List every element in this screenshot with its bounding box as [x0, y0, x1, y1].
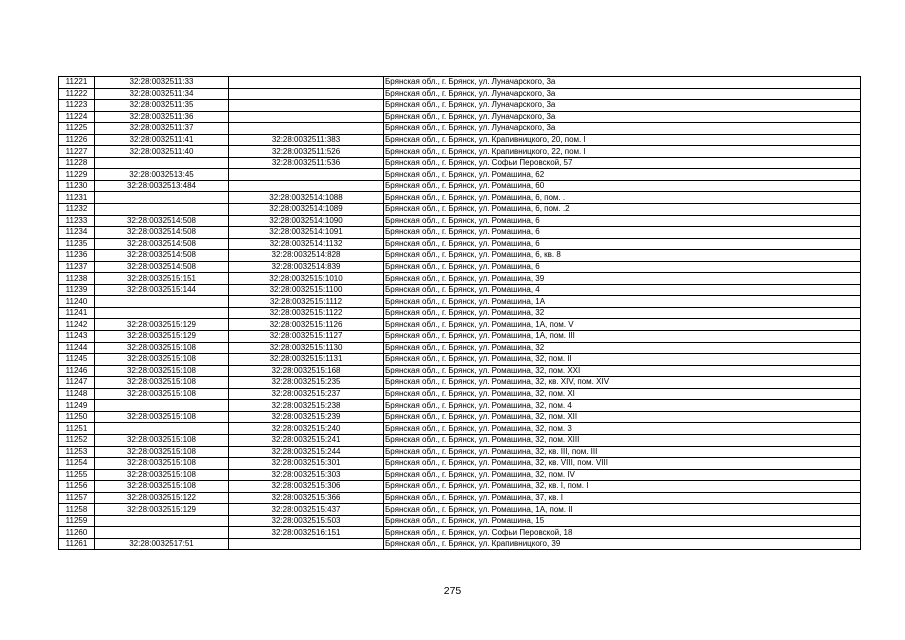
cadastral-number-object: 32:28:0032515:239 [229, 411, 384, 423]
address-cell: Брянская обл., г. Брянск, ул. Ромашина, 32, пом. XII [384, 411, 861, 423]
table-row [59, 469, 861, 481]
address-cell: Брянская обл., г. Брянск, ул. Ромашина, 32, пом. II [384, 354, 861, 366]
table-row [59, 111, 861, 123]
table-row [59, 180, 861, 192]
cadastral-number-parcel: 32:28:0032515:108 [95, 481, 229, 493]
cadastral-number-parcel [95, 157, 229, 169]
row-number: 11242 [59, 319, 95, 331]
cadastral-number-object: 32:28:0032515:1112 [229, 296, 384, 308]
cadastral-number-parcel [95, 296, 229, 308]
cadastral-number-object: 32:28:0032514:1090 [229, 215, 384, 227]
address-cell: Брянская обл., г. Брянск, ул. Ромашина, 62 [384, 169, 861, 181]
cadastral-number-parcel: 32:28:0032515:144 [95, 284, 229, 296]
row-number: 11230 [59, 180, 95, 192]
cadastral-number-parcel: 32:28:0032511:34 [95, 88, 229, 100]
cadastral-number-parcel [95, 423, 229, 435]
address-cell: Брянская обл., г. Брянск, ул. Крапивницкого, 20, пом. I [384, 134, 861, 146]
table-row [59, 388, 861, 400]
cadastral-number-object: 32:28:0032514:839 [229, 261, 384, 273]
row-number: 11258 [59, 504, 95, 516]
address-cell: Брянская обл., г. Брянск, ул. Ромашина, 6 [384, 238, 861, 250]
row-number: 11250 [59, 411, 95, 423]
cadastral-number-object: 32:28:0032515:1100 [229, 284, 384, 296]
table-row [59, 284, 861, 296]
address-cell: Брянская обл., г. Брянск, ул. Луначарского, 3а [384, 88, 861, 100]
address-cell: Брянская обл., г. Брянск, ул. Ромашина, 6, пом. .2 [384, 204, 861, 216]
table-row [59, 157, 861, 169]
cadastral-number-object: 32:28:0032514:1132 [229, 238, 384, 250]
row-number: 11255 [59, 469, 95, 481]
row-number: 11252 [59, 434, 95, 446]
address-cell: Брянская обл., г. Брянск, ул. Луначарского, 3а [384, 111, 861, 123]
address-cell: Брянская обл., г. Брянск, ул. Ромашина, 32, пом. 3 [384, 423, 861, 435]
row-number: 11245 [59, 354, 95, 366]
address-cell: Брянская обл., г. Брянск, ул. Ромашина, 15 [384, 515, 861, 527]
table-row [59, 515, 861, 527]
address-cell: Брянская обл., г. Брянск, ул. Софьи Перовской, 57 [384, 157, 861, 169]
cadastral-number-object [229, 100, 384, 112]
row-number: 11237 [59, 261, 95, 273]
cadastral-number-object: 32:28:0032515:240 [229, 423, 384, 435]
table-row [59, 215, 861, 227]
cadastral-number-object: 32:28:0032515:1130 [229, 342, 384, 354]
address-cell: Брянская обл., г. Брянск, ул. Ромашина, 1А, пом. II [384, 504, 861, 516]
cadastral-number-parcel: 32:28:0032513:45 [95, 169, 229, 181]
address-cell: Брянская обл., г. Брянск, ул. Ромашина, 32, пом. 4 [384, 400, 861, 412]
table-row [59, 146, 861, 158]
cadastral-number-parcel: 32:28:0032511:41 [95, 134, 229, 146]
row-number: 11260 [59, 527, 95, 539]
row-number: 11229 [59, 169, 95, 181]
row-number: 11257 [59, 492, 95, 504]
table-row [59, 492, 861, 504]
address-cell: Брянская обл., г. Брянск, ул. Ромашина, 32 [384, 307, 861, 319]
cadastral-number-object [229, 538, 384, 550]
address-cell: Брянская обл., г. Брянск, ул. Ромашина, 6 [384, 215, 861, 227]
address-cell: Брянская обл., г. Брянск, ул. Ромашина, 6, пом. . [384, 192, 861, 204]
cadastral-number-parcel: 32:28:0032515:108 [95, 377, 229, 389]
table-row [59, 273, 861, 285]
cadastral-number-object: 32:28:0032515:235 [229, 377, 384, 389]
row-number: 11226 [59, 134, 95, 146]
row-number: 11244 [59, 342, 95, 354]
cadastral-number-parcel: 32:28:0032514:508 [95, 261, 229, 273]
table-row [59, 342, 861, 354]
table-row [59, 134, 861, 146]
cadastral-number-object: 32:28:0032515:1127 [229, 331, 384, 343]
cadastral-number-parcel [95, 515, 229, 527]
row-number: 11222 [59, 88, 95, 100]
row-number: 11240 [59, 296, 95, 308]
row-number: 11233 [59, 215, 95, 227]
table-row [59, 192, 861, 204]
row-number: 11249 [59, 400, 95, 412]
cadastral-number-object: 32:28:0032515:1010 [229, 273, 384, 285]
registry-table [58, 76, 861, 550]
cadastral-number-parcel: 32:28:0032511:36 [95, 111, 229, 123]
table-row [59, 458, 861, 470]
row-number: 11232 [59, 204, 95, 216]
table-row [59, 238, 861, 250]
cadastral-number-object: 32:28:0032515:303 [229, 469, 384, 481]
cadastral-number-object [229, 180, 384, 192]
cadastral-number-object: 32:28:0032514:1089 [229, 204, 384, 216]
cadastral-number-parcel: 32:28:0032515:108 [95, 411, 229, 423]
row-number: 11259 [59, 515, 95, 527]
cadastral-number-parcel: 32:28:0032515:108 [95, 469, 229, 481]
registry-table-body [59, 77, 861, 550]
row-number: 11224 [59, 111, 95, 123]
row-number: 11248 [59, 388, 95, 400]
cadastral-number-parcel: 32:28:0032514:508 [95, 227, 229, 239]
cadastral-number-object: 32:28:0032515:366 [229, 492, 384, 504]
table-row [59, 354, 861, 366]
address-cell: Брянская обл., г. Брянск, ул. Ромашина, 32, пом. XIII [384, 434, 861, 446]
cadastral-number-parcel: 32:28:0032515:108 [95, 388, 229, 400]
cadastral-number-object [229, 169, 384, 181]
address-cell: Брянская обл., г. Брянск, ул. Ромашина, 32, пом. XI [384, 388, 861, 400]
cadastral-number-object: 32:28:0032515:306 [229, 481, 384, 493]
cadastral-number-object: 32:28:0032515:168 [229, 365, 384, 377]
table-row [59, 400, 861, 412]
row-number: 11246 [59, 365, 95, 377]
cadastral-number-parcel: 32:28:0032515:108 [95, 342, 229, 354]
cadastral-number-parcel: 32:28:0032511:35 [95, 100, 229, 112]
row-number: 11223 [59, 100, 95, 112]
table-row [59, 365, 861, 377]
address-cell: Брянская обл., г. Брянск, ул. Ромашина, 32, пом. IV [384, 469, 861, 481]
table-row [59, 527, 861, 539]
address-cell: Брянская обл., г. Брянск, ул. Ромашина, 4 [384, 284, 861, 296]
row-number: 11261 [59, 538, 95, 550]
cadastral-number-object: 32:28:0032515:301 [229, 458, 384, 470]
cadastral-number-object: 32:28:0032511:536 [229, 157, 384, 169]
row-number: 11234 [59, 227, 95, 239]
row-number: 11254 [59, 458, 95, 470]
address-cell: Брянская обл., г. Брянск, ул. Луначарского, 3а [384, 100, 861, 112]
row-number: 11221 [59, 77, 95, 89]
cadastral-number-object: 32:28:0032515:437 [229, 504, 384, 516]
address-cell: Брянская обл., г. Брянск, ул. Ромашина, 32, кв. VIII, пом. VIII [384, 458, 861, 470]
cadastral-number-parcel: 32:28:0032515:108 [95, 434, 229, 446]
cadastral-number-parcel: 32:28:0032515:151 [95, 273, 229, 285]
address-cell: Брянская обл., г. Брянск, ул. Ромашина, 1А, пом. III [384, 331, 861, 343]
cadastral-number-object: 32:28:0032515:244 [229, 446, 384, 458]
row-number: 11228 [59, 157, 95, 169]
address-cell: Брянская обл., г. Брянск, ул. Ромашина, 32 [384, 342, 861, 354]
address-cell: Брянская обл., г. Брянск, ул. Ромашина, 32, пом. XXI [384, 365, 861, 377]
table-row [59, 446, 861, 458]
table-row [59, 250, 861, 262]
address-cell: Брянская обл., г. Брянск, ул. Ромашина, 60 [384, 180, 861, 192]
cadastral-number-parcel: 32:28:0032515:108 [95, 446, 229, 458]
row-number: 11251 [59, 423, 95, 435]
row-number: 11241 [59, 307, 95, 319]
table-row [59, 319, 861, 331]
address-cell: Брянская обл., г. Брянск, ул. Ромашина, 1А [384, 296, 861, 308]
address-cell: Брянская обл., г. Брянск, ул. Ромашина, 6, кв. 8 [384, 250, 861, 262]
table-row [59, 434, 861, 446]
table-row [59, 377, 861, 389]
page-number: 275 [443, 585, 462, 597]
address-cell: Брянская обл., г. Брянск, ул. Ромашина, 6 [384, 227, 861, 239]
table-row [59, 504, 861, 516]
address-cell: Брянская обл., г. Брянск, ул. Луначарского, 3а [384, 77, 861, 89]
cadastral-number-parcel: 32:28:0032511:37 [95, 123, 229, 135]
table-row [59, 77, 861, 89]
row-number: 11247 [59, 377, 95, 389]
cadastral-number-parcel: 32:28:0032513:484 [95, 180, 229, 192]
row-number: 11225 [59, 123, 95, 135]
address-cell: Брянская обл., г. Брянск, ул. Луначарского, 3а [384, 123, 861, 135]
address-cell: Брянская обл., г. Брянск, ул. Ромашина, 32, кв. III, пом. III [384, 446, 861, 458]
table-row [59, 423, 861, 435]
cadastral-number-object: 32:28:0032515:503 [229, 515, 384, 527]
cadastral-number-parcel [95, 527, 229, 539]
cadastral-number-object: 32:28:0032515:1122 [229, 307, 384, 319]
row-number: 11235 [59, 238, 95, 250]
table-row [59, 123, 861, 135]
cadastral-number-parcel: 32:28:0032515:108 [95, 458, 229, 470]
cadastral-number-object [229, 88, 384, 100]
address-cell: Брянская обл., г. Брянск, ул. Крапивницкого, 39 [384, 538, 861, 550]
table-row [59, 100, 861, 112]
cadastral-number-parcel: 32:28:0032515:129 [95, 319, 229, 331]
cadastral-number-object: 32:28:0032515:238 [229, 400, 384, 412]
cadastral-number-object [229, 111, 384, 123]
cadastral-number-object: 32:28:0032514:1091 [229, 227, 384, 239]
row-number: 11256 [59, 481, 95, 493]
table-row [59, 169, 861, 181]
cadastral-number-parcel [95, 307, 229, 319]
cadastral-number-object: 32:28:0032514:828 [229, 250, 384, 262]
address-cell: Брянская обл., г. Брянск, ул. Ромашина, 6 [384, 261, 861, 273]
cadastral-number-parcel: 32:28:0032514:508 [95, 250, 229, 262]
address-cell: Брянская обл., г. Брянск, ул. Ромашина, 1А, пом. V [384, 319, 861, 331]
cadastral-number-parcel: 32:28:0032515:108 [95, 354, 229, 366]
row-number: 11236 [59, 250, 95, 262]
address-cell: Брянская обл., г. Брянск, ул. Крапивницкого, 22, пом. I [384, 146, 861, 158]
row-number: 11238 [59, 273, 95, 285]
table-row [59, 227, 861, 239]
address-cell: Брянская обл., г. Брянск, ул. Ромашина, 32, кв. I, пом. I [384, 481, 861, 493]
cadastral-number-object [229, 77, 384, 89]
row-number: 11239 [59, 284, 95, 296]
cadastral-number-parcel: 32:28:0032515:129 [95, 504, 229, 516]
cadastral-number-object: 32:28:0032514:1088 [229, 192, 384, 204]
cadastral-number-parcel: 32:28:0032511:40 [95, 146, 229, 158]
cadastral-number-parcel [95, 400, 229, 412]
row-number: 11231 [59, 192, 95, 204]
cadastral-number-parcel: 32:28:0032517:51 [95, 538, 229, 550]
table-row [59, 296, 861, 308]
table-row [59, 88, 861, 100]
address-cell: Брянская обл., г. Брянск, ул. Софьи Перовской, 18 [384, 527, 861, 539]
cadastral-number-object: 32:28:0032515:1126 [229, 319, 384, 331]
table-row [59, 481, 861, 493]
cadastral-number-parcel: 32:28:0032514:508 [95, 215, 229, 227]
table-row [59, 261, 861, 273]
cadastral-number-parcel [95, 192, 229, 204]
cadastral-number-object: 32:28:0032511:383 [229, 134, 384, 146]
cadastral-number-parcel: 32:28:0032511:33 [95, 77, 229, 89]
cadastral-number-object [229, 123, 384, 135]
cadastral-number-object: 32:28:0032511:526 [229, 146, 384, 158]
address-cell: Брянская обл., г. Брянск, ул. Ромашина, 37, кв. I [384, 492, 861, 504]
row-number: 11243 [59, 331, 95, 343]
row-number: 11253 [59, 446, 95, 458]
cadastral-number-object: 32:28:0032515:1131 [229, 354, 384, 366]
cadastral-number-parcel: 32:28:0032515:108 [95, 365, 229, 377]
cadastral-number-object: 32:28:0032516:151 [229, 527, 384, 539]
cadastral-number-parcel: 32:28:0032515:129 [95, 331, 229, 343]
cadastral-number-object: 32:28:0032515:237 [229, 388, 384, 400]
address-cell: Брянская обл., г. Брянск, ул. Ромашина, 32, кв. XIV, пом. XIV [384, 377, 861, 389]
cadastral-number-parcel: 32:28:0032514:508 [95, 238, 229, 250]
cadastral-number-parcel: 32:28:0032515:122 [95, 492, 229, 504]
table-row [59, 331, 861, 343]
table-row [59, 307, 861, 319]
address-cell: Брянская обл., г. Брянск, ул. Ромашина, 39 [384, 273, 861, 285]
table-row [59, 411, 861, 423]
cadastral-number-parcel [95, 204, 229, 216]
table-row [59, 538, 861, 550]
table-row [59, 204, 861, 216]
cadastral-number-object: 32:28:0032515:241 [229, 434, 384, 446]
row-number: 11227 [59, 146, 95, 158]
